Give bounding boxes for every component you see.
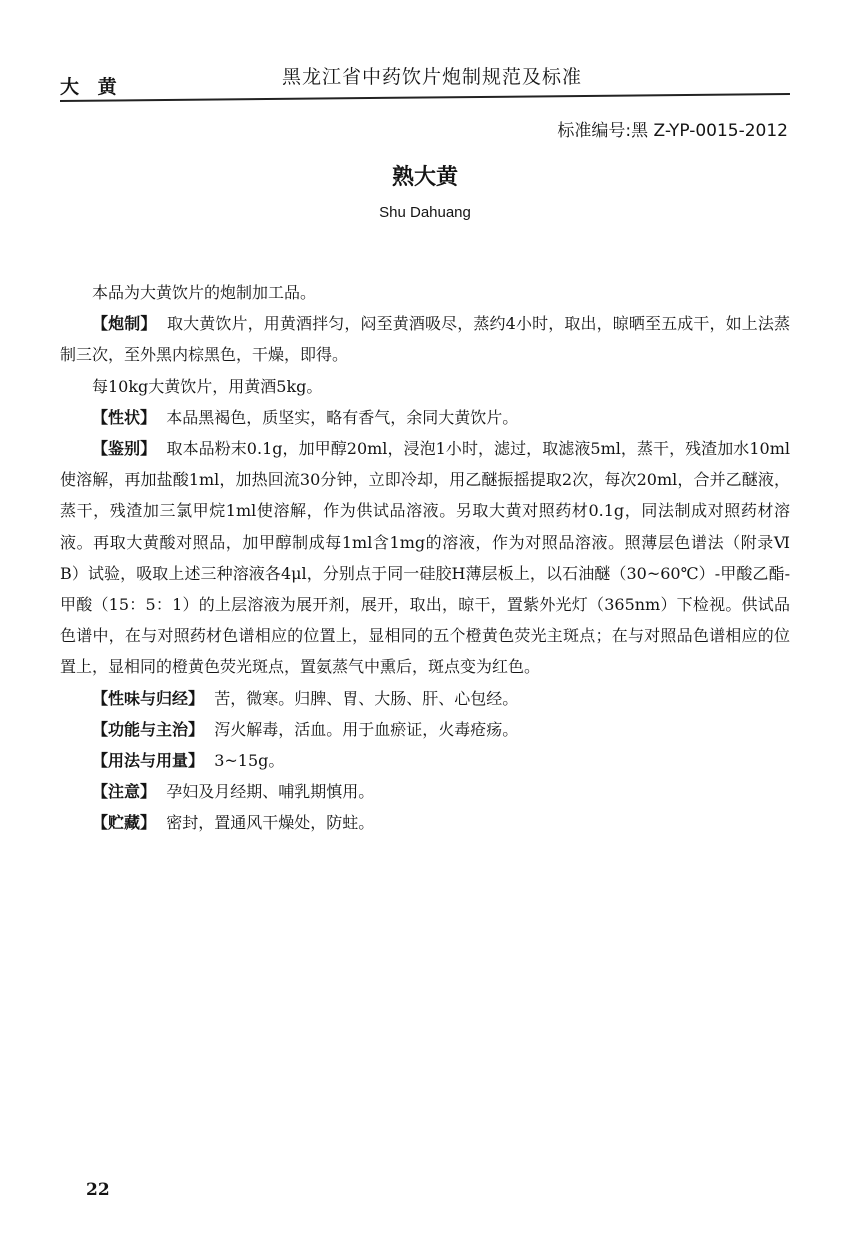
attribute-text: 苦，微寒。归脾、胃、大肠、肝、心包经。	[214, 688, 519, 708]
attribute-row	[60, 776, 790, 807]
running-header-section: 大 黄	[60, 76, 123, 98]
attribute-label: 【贮藏】	[92, 813, 157, 833]
dosage-ratio-paragraph: 每10kg大黄饮片，用黄酒5kg。	[92, 376, 323, 396]
identification-label: 【鉴别】	[92, 439, 157, 459]
attribute-text: 3~15g。	[214, 751, 285, 771]
page-title: 熟大黄	[391, 165, 458, 190]
attribute-row	[60, 745, 790, 776]
attribute-label: 【功能与主治】	[92, 719, 205, 739]
identification-text: 取本品粉末0.1g，加甲醇20ml，浸泡1小时，滤过，取滤液5ml，蒸干，残渣加水10ml使溶解，再加盐酸1ml，加热回流30分钟，立即冷却，用乙醚振摇提取2次，每次20ml，合并乙醚液，蒸干，残渣加三氯甲烷1ml使溶解，作为供试品溶液。另取大黄对照药材0.1g，同法制成对照药材溶液。再取大黄酸对照品，加甲醇制成每1ml含1mg的溶液，作为对照品溶液。照薄层色谱法（附录Ⅵ B）试验，吸取上述三种溶液各4μl，分别点于同一硅胶H薄层板上，以石油醚（30~60℃）-甲酸乙酯-甲酸（15：5：1）的上层溶液为展开剂，展开，取出，晾干，置紫外光灯（365nm）下检视。供试品色谱中，在与对照药材色谱相应的位置上，显相同的五个橙黄色荧光主斑点；在与对照品色谱相应的位置上，显相同的橙黄色荧光斑点，置氨蒸气中熏后，斑点变为红色。	[60, 439, 791, 677]
identification-section	[60, 433, 790, 683]
processing-label: 【炮制】	[92, 314, 157, 334]
page-number: 22	[86, 1180, 110, 1200]
processing-text: 取大黄饮片，用黄酒拌匀，闷至黄酒吸尽，蒸约4小时，取出，晾晒至五成干，如上法蒸制三次，至外黑内棕黑色，干燥，即得。	[60, 314, 790, 365]
attribute-text: 泻火解毒，活血。用于血瘀证，火毒疮疡。	[214, 719, 519, 739]
processing-section	[60, 308, 790, 370]
page-subtitle: Shu Dahuang	[379, 204, 471, 221]
attribute-label: 【用法与用量】	[92, 751, 205, 771]
properties-label: 【性状】	[92, 407, 157, 427]
attribute-row	[60, 714, 790, 745]
attribute-row	[60, 807, 790, 838]
attribute-text: 孕妇及月经期、哺乳期慎用。	[166, 782, 375, 802]
standard-number: 标准编号:黑 Z-YP-0015-2012	[557, 121, 788, 141]
attribute-text: 密封，置通风干燥处，防蛀。	[166, 813, 375, 833]
properties-text: 本品黑褐色，质坚实，略有香气，余同大黄饮片。	[166, 407, 519, 427]
attribute-label: 【性味与归经】	[92, 688, 205, 708]
attribute-row	[60, 683, 790, 714]
running-header-title: 黑龙江省中药饮片炮制规范及标准	[282, 66, 583, 88]
header-rule	[60, 93, 790, 102]
attribute-label: 【注意】	[92, 782, 157, 802]
properties-section	[60, 402, 790, 433]
intro-paragraph: 本品为大黄饮片的炮制加工品。	[92, 283, 317, 302]
monograph-body	[60, 277, 790, 839]
